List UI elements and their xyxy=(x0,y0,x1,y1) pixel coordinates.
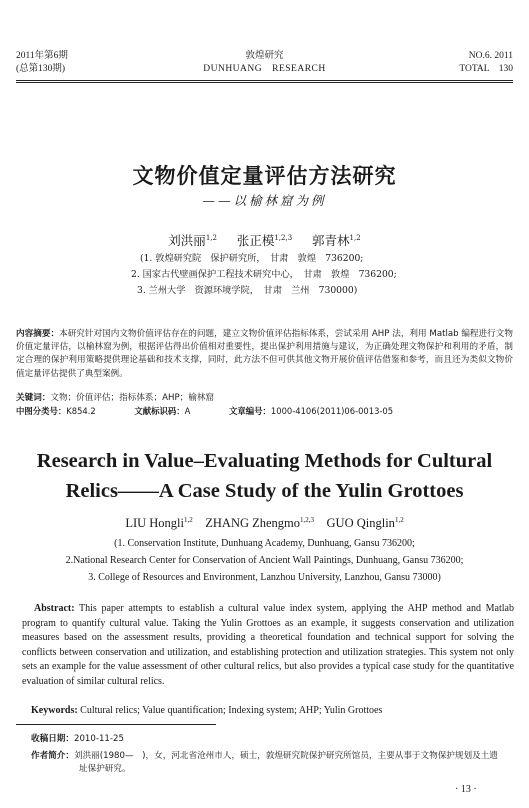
affiliation-cn: 3. 兰州大学 资源环境学院， 甘肃 兰州 730000) xyxy=(137,285,358,296)
received-label: 收稿日期： xyxy=(31,734,74,744)
classification-codes xyxy=(16,405,429,417)
footnote-rule xyxy=(16,724,216,725)
article-number: 1000-4106(2011)06-0013-05 xyxy=(270,406,394,416)
abstract-en-label: Abstract: xyxy=(34,603,75,614)
author-cn: 刘洪丽 xyxy=(168,233,206,248)
header-rule xyxy=(16,80,513,81)
total-issue-line: (总第130期) xyxy=(16,64,66,74)
abstract-cn xyxy=(16,328,513,381)
author-bio-line1: 刘洪丽(1980— )，女，河北省沧州市人，硕士，敦煌研究院保护研究所馆员，主要从事于文物保护规划及土遗 xyxy=(73,751,498,761)
total-line: TOTAL 130 xyxy=(459,64,513,74)
keywords-en xyxy=(31,705,382,716)
article-number-label: 文章编号： xyxy=(229,406,271,416)
affiliation-cn: 2. 国家古代壁画保护工程技术研究中心， 甘肃 敦煌 736200; xyxy=(131,269,397,280)
issue-line: 2011年第6期 xyxy=(16,51,68,61)
clc-code: K854.2 xyxy=(66,406,96,416)
abstract-cn-label: 内容摘要： xyxy=(16,329,60,339)
journal-name-en: DUNHUANG RESEARCH xyxy=(203,64,326,74)
author-bio xyxy=(31,750,501,776)
keywords-cn xyxy=(16,391,214,403)
author-sup: 1,2 xyxy=(394,516,404,524)
clc-label: 中图分类号： xyxy=(16,406,67,416)
keywords-cn-label: 关键词： xyxy=(16,393,51,403)
affiliation-en: 2.National Research Center for Conservation of Ancient Wall Paintings, Dunhuang, Gansu 736200; xyxy=(65,555,464,566)
author-en: GUO Qinglin xyxy=(326,516,395,531)
journal-name-cn: 敦煌研究 xyxy=(245,51,284,61)
title-en-line1: Research in Value–Evaluating Methods for Cultural xyxy=(36,450,493,472)
abstract-en xyxy=(22,602,514,690)
author-en: LIU Hongli xyxy=(125,516,184,531)
keywords-en-label: Keywords: xyxy=(31,705,78,716)
abstract-cn-text: 本研究针对国内文物价值评估存在的问题，建立文物价值评估指标体系，尝试采用 AHP 法，利用 Matlab 编程进行文物价值定量评估，以榆林窟为例，根据评估得出价值相对重要性，提出保护利用措施与建议，为正确处理文物保护和利用的矛盾，制定合理的保护利用策略提供理论基础和技术支撑，同时，此方法不但可供其他文物开展价值评估借鉴和参考，而且还为类似文物价值定量评估提供了典型案例。 xyxy=(16,329,513,379)
doc-code-label: 文献标识码： xyxy=(134,406,185,416)
affiliation-cn: (1. 敦煌研究院 保护研究所， 甘肃 敦煌 736200; xyxy=(140,253,364,264)
header-rule-thin xyxy=(16,82,513,83)
keywords-cn-text: 文物；价值评估；指标体系；AHP；榆林窟 xyxy=(50,393,215,403)
author-bio-line2: 址保护研究。 xyxy=(79,764,131,774)
abstract-en-text: This paper attempts to establish a cultural value index system, applying the AHP method and Matlab program to quantify cultural value. Taking the Yulin Grottoes as an example, it suggests conservation and utilization measures based on the assessment results, providing a theoretical foundation and technical support for solving the conflicts between conservation and utilization, and establishing protection and utilization strategies. This system not only sets an example for the value assessment of other cultural relics, but also provides a typical case study for the quantitative evaluation of similar cultural relics. xyxy=(22,603,514,687)
author-sup: 1,2 xyxy=(184,516,193,524)
received-text: 2010-11-25 xyxy=(73,734,124,744)
author-en: ZHANG Zhengmo xyxy=(205,516,301,531)
title-en-line2: Relics——A Case Study of the Yulin Grottoes xyxy=(65,480,464,502)
doc-code: A xyxy=(184,406,191,416)
affiliation-en: 3. College of Resources and Environment, Lanzhou University, Lanzhou, Gansu 73000) xyxy=(88,572,441,583)
author-cn: 张正模 xyxy=(236,233,275,248)
author-sup: 1,2 xyxy=(205,233,217,242)
affiliation-en: (1. Conservation Institute, Dunhuang Academy, Dunhuang, Gansu 736200; xyxy=(114,538,415,549)
number-line: NO.6. 2011 xyxy=(468,51,513,61)
page-number: · 13 · xyxy=(455,784,477,795)
paper-title-cn: 文物价值定量评估方法研究 xyxy=(132,163,397,188)
author-sup: 1,2,3 xyxy=(300,516,315,524)
journal-name xyxy=(0,50,529,76)
authors-cn xyxy=(0,231,529,249)
author-sup: 1,2 xyxy=(349,233,361,242)
paper-subtitle-cn: ——以榆林窟为例 xyxy=(202,193,327,208)
received-date xyxy=(31,733,124,746)
journal-number xyxy=(459,50,513,76)
author-bio-label: 作者简介： xyxy=(31,751,74,761)
keywords-en-text: Cultural relics; Value quantification; Indexing system; AHP; Yulin Grottoes xyxy=(80,705,383,716)
author-cn: 郭青林 xyxy=(312,233,350,248)
authors-en xyxy=(0,516,529,531)
paper-title-en xyxy=(0,446,529,506)
author-sup: 1,2,3 xyxy=(274,233,293,242)
